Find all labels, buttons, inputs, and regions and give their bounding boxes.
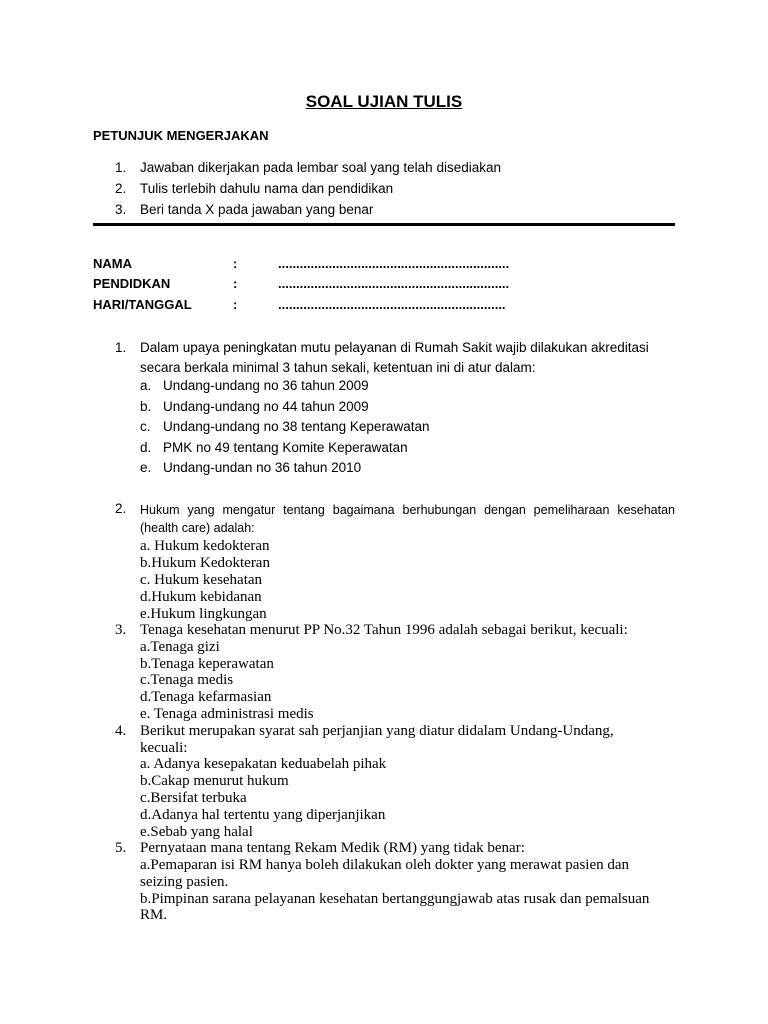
- answer-text-line: b.Pimpinan sarana pelayanan kesehatan bertanggungjawab atas rusak dan pemalsuan: [140, 891, 650, 907]
- field-colon: :: [233, 276, 238, 291]
- question-number: 3.: [115, 622, 127, 638]
- answer-option[interactable]: d.Hukum kebidanan: [140, 589, 262, 605]
- field-label: PENDIDKAN: [93, 276, 171, 291]
- answer-option[interactable]: a.Tenaga gizi: [140, 639, 220, 655]
- question-number: 4.: [115, 723, 127, 739]
- option-text: Undang-undang no 44 tahun 2009: [163, 399, 369, 414]
- option-letter: c.: [140, 419, 151, 434]
- field-label: HARI/TANGGAL: [93, 297, 192, 312]
- divider-line: [93, 223, 675, 226]
- answer-option[interactable]: c.Bersifat terbuka: [140, 790, 247, 806]
- option-text: Undang-undang no 38 tentang Keperawatan: [163, 419, 430, 434]
- option-text: PMK no 49 tentang Komite Keperawatan: [163, 440, 408, 455]
- field-nama: [93, 256, 509, 271]
- instructions-heading: PETUNJUK MENGERJAKAN: [93, 128, 269, 143]
- field-hari-tanggal: [93, 297, 506, 312]
- option-text: Undang-undang no 36 tahun 2009: [163, 378, 369, 393]
- answer-option[interactable]: b.Tenaga keperawatan: [140, 656, 274, 672]
- answer-option[interactable]: a. Adanya kesepakatan keduabelah pihak: [140, 756, 387, 772]
- instruction-text: Tulis terlebih dahulu nama dan pendidikan: [140, 181, 394, 196]
- instruction-item: [115, 160, 501, 175]
- field-colon: :: [233, 297, 238, 312]
- instruction-item: [115, 181, 393, 196]
- field-blank: ...............................................................: [278, 297, 506, 312]
- field-colon: :: [233, 256, 238, 271]
- field-label: NAMA: [93, 256, 132, 271]
- field-blank: ................................................................: [278, 276, 510, 291]
- option-letter: a.: [140, 378, 152, 393]
- question-text-line: kecuali:: [140, 740, 188, 756]
- answer-option[interactable]: c. Hukum kesehatan: [140, 572, 263, 588]
- question-number: 5.: [115, 840, 127, 856]
- question-text-line: secara berkala minimal 3 tahun sekali, ketentuan ini di atur dalam:: [140, 360, 536, 375]
- option-letter: d.: [140, 440, 152, 455]
- document-title: SOAL UJIAN TULIS: [305, 92, 463, 111]
- instruction-number: 3.: [115, 202, 127, 217]
- instruction-number: 1.: [115, 160, 127, 175]
- question-text-line: Dalam upaya peningkatan mutu pelayanan di Rumah Sakit wajib dilakukan akreditasi: [140, 340, 649, 355]
- answer-option[interactable]: d.Tenaga kefarmasian: [140, 689, 272, 705]
- field-pendidikan: [93, 276, 509, 291]
- instruction-item: [115, 202, 373, 217]
- question-text-line: Berikut merupakan syarat sah perjanjian yang diatur didalam Undang-Undang,: [140, 723, 614, 739]
- answer-option[interactable]: e.Hukum lingkungan: [140, 606, 267, 622]
- answer-option[interactable]: a. Hukum kedokteran: [140, 538, 270, 554]
- answer-option[interactable]: b.Hukum Kedokteran: [140, 555, 270, 571]
- answer-option[interactable]: [140, 440, 408, 455]
- option-letter: b.: [140, 399, 152, 414]
- instruction-number: 2.: [115, 181, 127, 196]
- question-number: 2.: [115, 501, 127, 516]
- answer-text-line: seizing pasien.: [140, 874, 229, 890]
- question-text-line: Hukum yang mengatur tentang bagaimana berhubungan dengan pemeliharaan kesehatan: [140, 503, 675, 517]
- answer-option[interactable]: e.Sebab yang halal: [140, 824, 253, 840]
- answer-option[interactable]: [140, 399, 369, 414]
- instruction-text: Jawaban dikerjakan pada lembar soal yang telah disediakan: [140, 160, 501, 175]
- answer-option[interactable]: d.Adanya hal tertentu yang diperjanjikan: [140, 807, 386, 823]
- answer-option[interactable]: e. Tenaga administrasi medis: [140, 706, 314, 722]
- answer-option[interactable]: c.Tenaga medis: [140, 672, 234, 688]
- option-text: Undang-undan no 36 tahun 2010: [163, 460, 362, 475]
- answer-option[interactable]: [140, 460, 361, 475]
- question-text-line: Tenaga kesehatan menurut PP No.32 Tahun 1996 adalah sebagai berikut, kecuali:: [140, 622, 628, 638]
- question-text-line: Pernyataan mana tentang Rekam Medik (RM) yang tidak benar:: [140, 840, 525, 856]
- question-number: 1.: [115, 340, 127, 355]
- answer-option[interactable]: [140, 419, 429, 434]
- answer-option[interactable]: b.Cakap menurut hukum: [140, 773, 289, 789]
- question-text-line: (health care) adalah:: [140, 521, 255, 535]
- instruction-text: Beri tanda X pada jawaban yang benar: [140, 202, 374, 217]
- answer-text-line: a.Pemaparan isi RM hanya boleh dilakukan oleh dokter yang merawat pasien dan: [140, 857, 630, 873]
- answer-option[interactable]: [140, 378, 369, 393]
- field-blank: ................................................................: [278, 256, 510, 271]
- option-letter: e.: [140, 460, 152, 475]
- answer-text-line: RM.: [140, 907, 168, 923]
